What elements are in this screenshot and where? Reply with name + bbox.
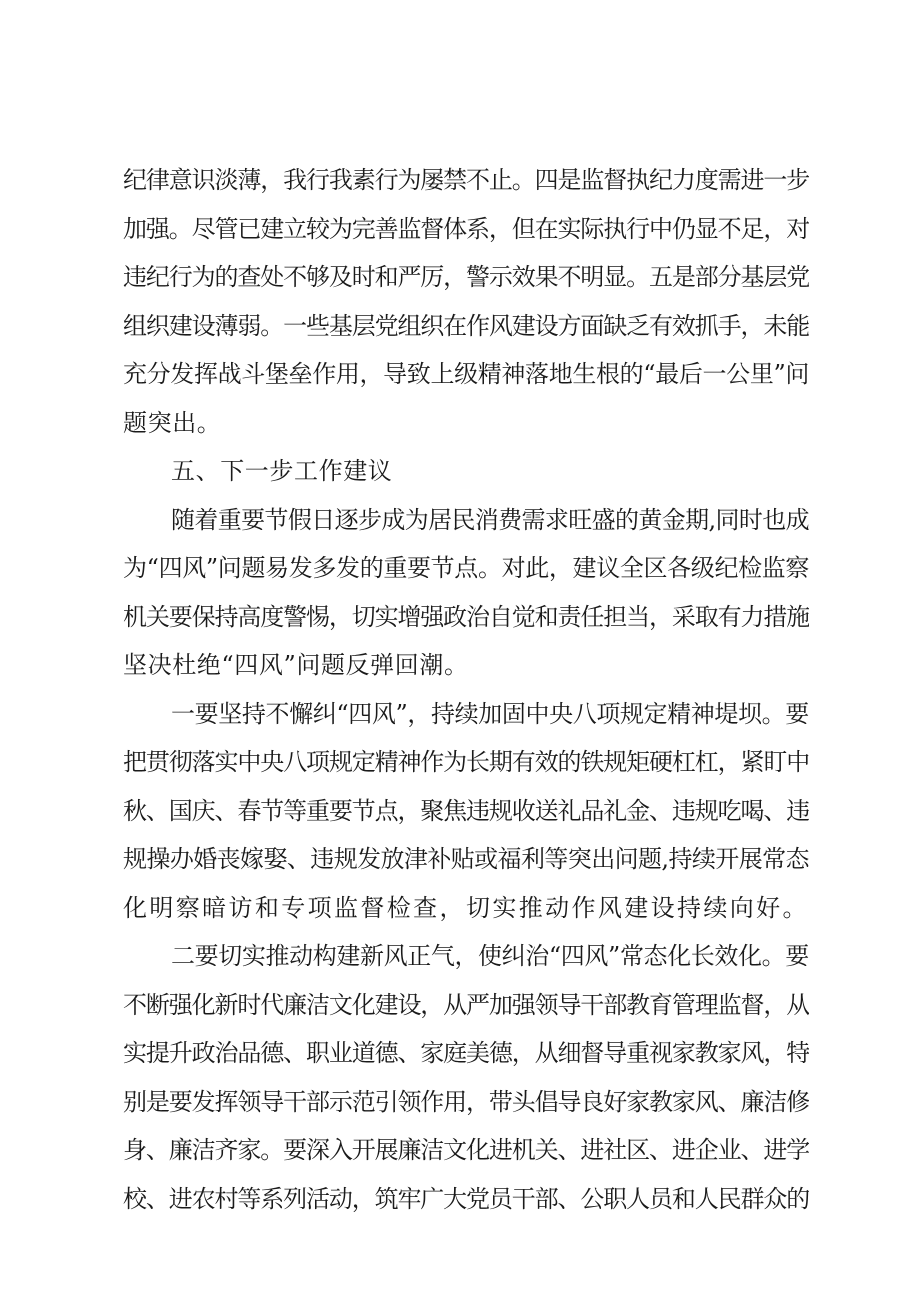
text-line: 加强。尽管已建立较为完善监督体系，但在实际执行中仍显不足，对 bbox=[123, 214, 809, 243]
text-line: 身、廉洁齐家。要深入开展廉洁文化进机关、进社区、进企业、进学 bbox=[123, 1136, 809, 1164]
text-line: 规操办婚丧嫁娶、违规发放津补贴或福利等突出问题,持续开展常态 bbox=[123, 845, 809, 873]
text-line: 不断强化新时代廉洁文化建设，从严加强领导干部教育管理监督，从 bbox=[123, 990, 809, 1019]
text-line: 二要切实推动构建新风正气，使纠治“四风”常态化长效化。要 bbox=[171, 942, 809, 970]
text-line: 化明察暗访和专项监督检查，切实推动作风建设持续向好。 bbox=[123, 893, 809, 922]
document-body bbox=[123, 156, 809, 1223]
text-line: 把贯彻落实中央八项规定精神作为长期有效的铁规矩硬杠杠，紧盯中 bbox=[123, 748, 809, 776]
text-line: 坚决杜绝“四风”问题反弹回潮。 bbox=[123, 651, 469, 679]
text-line: 校、进农村等系列活动，筑牢广大党员干部、公职人员和人民群众的 bbox=[123, 1184, 809, 1213]
text-line: 题突出。 bbox=[123, 408, 222, 437]
text-line: 为“四风”问题易发多发的重要节点。对此，建议全区各级纪检监察 bbox=[123, 554, 809, 582]
text-line: 秋、国庆、春节等重要节点，聚焦违规收送礼品礼金、违规吃喝、违 bbox=[123, 796, 809, 825]
text-line: 机关要保持高度警惕，切实增强政治自觉和责任担当，采取有力措施 bbox=[123, 602, 809, 631]
text-line: 别是要发挥领导干部示范引领作用，带头倡导良好家教家风、廉洁修 bbox=[123, 1087, 809, 1116]
text-line: 违纪行为的查处不够及时和严厉，警示效果不明显。五是部分基层党 bbox=[123, 263, 809, 291]
text-line: 五、下一步工作建议 bbox=[171, 457, 393, 485]
text-line: 组织建设薄弱。一些基层党组织在作风建设方面缺乏有效抓手，未能 bbox=[123, 311, 809, 340]
text-line: 纪律意识淡薄，我行我素行为屡禁不止。四是监督执纪力度需进一步 bbox=[123, 166, 809, 194]
text-line: 随着重要节假日逐步成为居民消费需求旺盛的黄金期,同时也成 bbox=[171, 505, 809, 534]
text-line: 充分发挥战斗堡垒作用，导致上级精神落地生根的“最后一公里”问 bbox=[123, 360, 809, 388]
text-line: 一要坚持不懈纠“四风”，持续加固中央八项规定精神堤坝。要 bbox=[171, 699, 809, 728]
text-line: 实提升政治品德、职业道德、家庭美德，从细督导重视家教家风，特 bbox=[123, 1039, 809, 1067]
